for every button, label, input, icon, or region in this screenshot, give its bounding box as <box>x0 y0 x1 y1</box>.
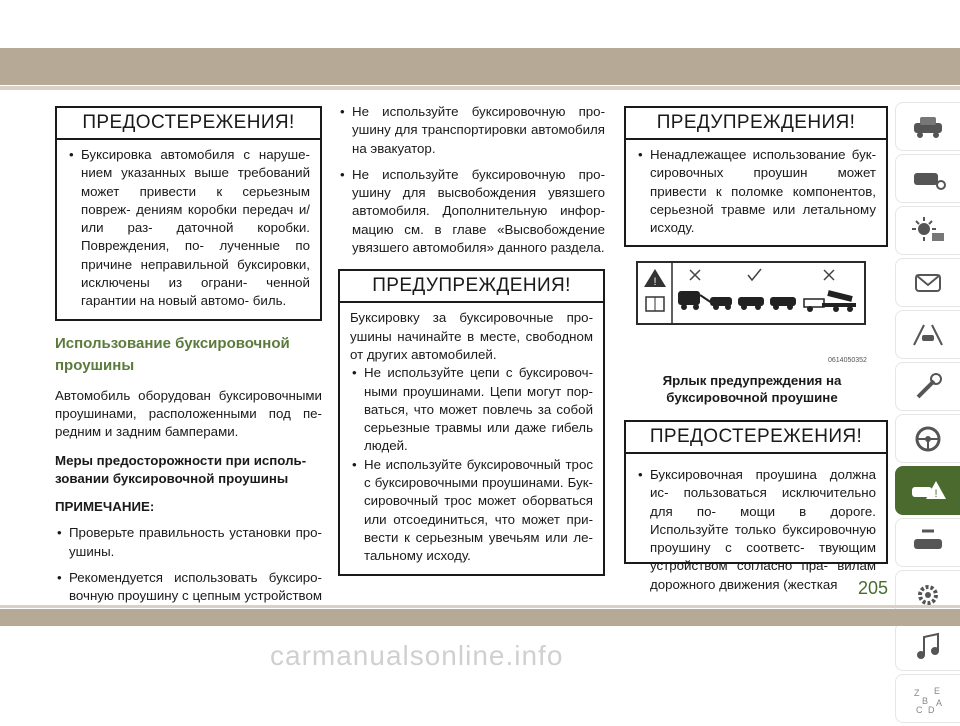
section-intro: Автомобиль оборудован буксировочными проушинами, расположенными под пе- редним и задним бамперами. <box>55 387 322 440</box>
svg-text:!: ! <box>934 487 938 500</box>
section-subheading: Меры предосторожности при исполь- зовании буксировочной проушины <box>55 452 307 486</box>
note-label: ПРИМЕЧАНИЕ: <box>55 499 155 515</box>
svg-text:D: D <box>928 704 935 715</box>
tab-steering[interactable] <box>895 414 960 463</box>
warning-box-1-item: • Буксировка автомобиля с наруше- нием указанных выше требований может привести к серьезным повреж- дениям коробки передач и/или раз- даточной коробки. Повреждения, по- лученные по причине неправильной буксировки, исключены из ограни- ченной гарантии на новый автомо- биль. <box>67 146 310 311</box>
middle-item-2: • Не используйте буксировочную про- ушину для высвобождения увязшего автомобиля. Дополнительную инфор- мацию см. в главе «Высвобождение увязшего автомобиля» данного раздела. <box>338 166 605 257</box>
caution-box-1-item: • Не используйте буксировочный трос с буксировочными проушинами. Бук- сировочный трос может оборваться или отсоединиться, что может при- вести к серьезным увечьям или ле- тальному исходу. <box>350 456 593 566</box>
middle-item-1: • Не используйте буксировочную про- ушину для транспортировки автомобиля на эвакуатор. <box>338 103 605 158</box>
svg-text:B: B <box>922 695 929 706</box>
note-item-1: • Проверьте правильность установки про- ушины. <box>55 524 322 561</box>
tab-multimedia[interactable] <box>895 622 960 671</box>
tab-service[interactable] <box>895 518 960 567</box>
figure-caption: Ярлык предупреждения на буксировочной проушине <box>662 373 842 405</box>
tab-index[interactable] <box>895 674 960 723</box>
svg-text:A: A <box>936 697 943 708</box>
bottom-rule <box>0 605 960 608</box>
svg-text:C: C <box>916 704 923 715</box>
tab-keys-doors[interactable] <box>895 154 960 203</box>
chapter-tabs <box>895 102 960 726</box>
top-band <box>0 48 960 85</box>
car-key-icon <box>908 163 948 195</box>
warning-box-1-title: ПРЕДОСТЕРЕЖЕНИЯ! <box>57 108 320 140</box>
car-info-icon <box>908 111 948 143</box>
caution-box-1-item: • Не используйте цепи с буксировоч- ными проушинами. Цепи могут пор- ваться, что может повлечь за собой серьезные травмы или даже гибель людей. <box>350 364 593 455</box>
emergency-warning-icon <box>908 475 948 507</box>
wrench-icon <box>908 371 948 403</box>
caution-box-2-title: ПРЕДУПРЕЖДЕНИЯ! <box>626 108 886 140</box>
tab-maintenance[interactable] <box>895 362 960 411</box>
top-rule <box>0 86 960 90</box>
music-note-icon <box>908 631 948 663</box>
figure-code: 0614050352 <box>828 357 867 364</box>
tab-emergency[interactable] <box>895 466 960 515</box>
warning-box-2-title: ПРЕДОСТЕРЕЖЕНИЯ! <box>626 422 886 454</box>
tab-dashboard-lights[interactable] <box>895 206 960 255</box>
road-car-icon <box>908 319 948 351</box>
caution-box-2 <box>624 106 888 247</box>
note-item-2: • Рекомендуется использовать буксиро- вочную проушину с цепным устройством <box>55 569 322 624</box>
steering-wheel-icon <box>908 423 948 455</box>
bottom-band <box>0 609 960 626</box>
svg-text:!: ! <box>653 276 657 288</box>
safety-icon <box>908 267 948 299</box>
tab-safety[interactable] <box>895 258 960 307</box>
sun-light-icon <box>908 215 948 247</box>
tab-car-overview[interactable] <box>895 102 960 151</box>
left-column <box>55 106 322 624</box>
right-column-top <box>624 106 888 247</box>
page-number: 205 <box>858 578 889 598</box>
service-car-icon <box>908 527 948 559</box>
svg-text:Z: Z <box>914 687 920 698</box>
warning-label-illustration <box>638 263 864 323</box>
alphabet-index-icon <box>908 683 948 715</box>
middle-column <box>338 103 605 576</box>
caution-box-2-item: • Ненадлежащее использование бук- сировочных проушин может привести к поломке компонентов, серьезной травме или летальному исходу. <box>636 146 876 237</box>
svg-text:E: E <box>934 685 941 696</box>
watermark: carmanualsonline.info <box>270 640 564 671</box>
section-heading: Использование буксировочной проушины <box>55 334 290 374</box>
tab-starting-driving[interactable] <box>895 310 960 359</box>
warning-label-figure <box>636 261 866 325</box>
caution-box-1-intro: Буксировку за буксировочные про- ушины начинайте в месте, свободном от других автомобилей. <box>350 310 593 362</box>
caution-box-1-title: ПРЕДУПРЕЖДЕНИЯ! <box>340 271 603 303</box>
warning-box-2-item: • Буксировочная проушина должна ис- пользоваться исключительно для по- мощи в дороге. Используйте только буксировочную проушину с соответс- твующим устройством согласно пра- вилам дорожного движения (жесткая <box>636 466 876 594</box>
warning-box-1 <box>55 106 322 321</box>
caution-box-1 <box>338 269 605 575</box>
